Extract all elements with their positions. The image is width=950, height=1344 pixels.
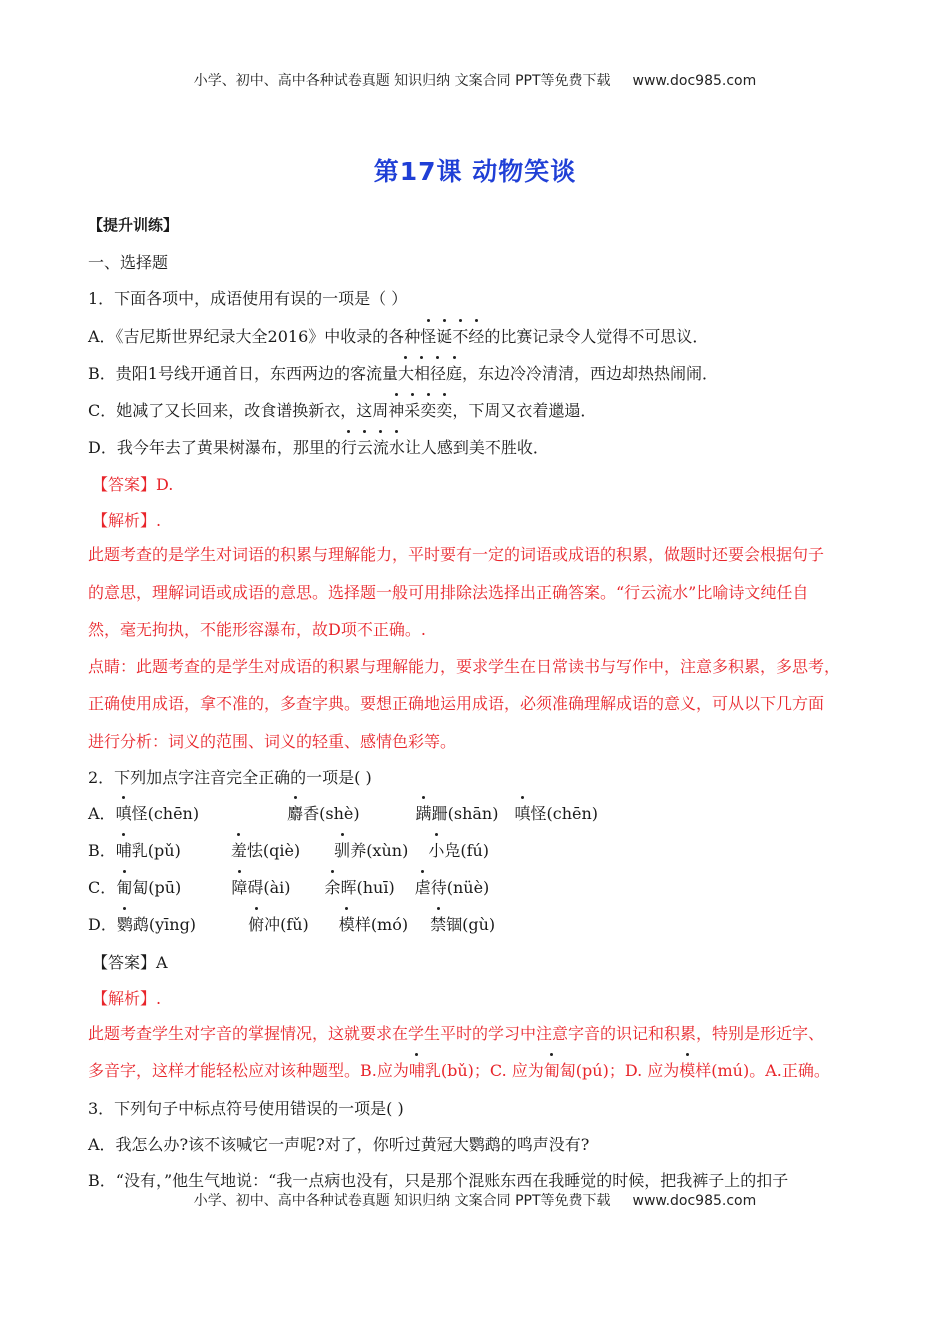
q1-tip-line-2: 正确使用成语，拿不准的，多查字典。要想正确地运用成语，必须准确理解成语的意义，可从以下几方面 — [88, 694, 825, 713]
q2-option-b: B．哺乳(pǔ) 羞怯(qiè) 驯养(xùn) 小凫(fú) — [88, 838, 489, 861]
subsection-label: 一、选择题 — [88, 253, 169, 272]
footer-url[interactable]: www.doc985.com — [632, 1193, 757, 1209]
q1-answer: 【答案】D. — [92, 475, 174, 494]
q2-stem: 2．下列加点字注音完全正确的一项是( ) — [88, 768, 372, 787]
q2-answer: 【答案】A — [92, 953, 168, 972]
q1-analysis-line-2: 的意思，理解词语或成语的意思。选择题一般可用排除法选择出正确答案。“行云流水”比喻诗文纯任自 — [88, 583, 809, 602]
q3-stem: 3．下列句子中标点符号使用错误的一项是( ) — [88, 1099, 404, 1118]
q2-option-a: A．嗔怪(chēn) 麝香(shè) 蹒跚(shān) 嗔怪(chēn) — [88, 801, 598, 824]
q1-option-a: A．《吉尼斯世界纪录大全2016》中收录的各种怪诞不经的比赛记录令人觉得不可思议． — [88, 324, 708, 347]
q3-option-b: B．“没有，”他生气地说：“我一点病也没有，只是那个混账东西在我睡觉的时候，把我裤子上的扣子 — [88, 1171, 789, 1190]
q2-analysis-line-2: 多音字，这样才能轻松应对该种题型。B.应为哺乳(bǔ)；C. 应为匍匐(pú)；D. 应为模样(mú)。A.正确。 — [88, 1058, 830, 1081]
page-title: 第17课 动物笑谈 — [373, 157, 577, 186]
q2-option-d: D．鹦鹉(yīng) 俯冲(fǔ) 模样(mó) 禁锢(gù) — [88, 912, 495, 935]
q1-tip-line-1: 点睛：此题考查的是学生对成语的积累与理解能力，要求学生在日常读书与写作中，注意多积累，多思考， — [88, 657, 841, 676]
q2-analysis-label: 【解析】. — [92, 989, 162, 1008]
q1-analysis-line-3: 然，毫无拘执，不能形容瀑布，故D项不正确。. — [88, 620, 426, 639]
q1-analysis-label: 【解析】. — [92, 511, 162, 530]
q1-tip-line-3: 进行分析：词义的范围、词义的轻重、感情色彩等。 — [88, 732, 457, 751]
q1-option-d: D．我今年去了黄果树瀑布，那里的行云流水让人感到美不胜收． — [88, 435, 549, 458]
q1-option-b: B．贵阳1号线开通首日，东西两边的客流量大相径庭，东边冷冷清清，西边却热热闹闹． — [88, 361, 718, 384]
q3-option-a: A．我怎么办?该不该喊它一声呢?对了，你听过黄冠大鹦鹉的鸣声没有? — [88, 1135, 590, 1154]
q1-option-c: C．她减了又长回来，改食谱换新衣，这周神采奕奕，下周又衣着邋遢． — [88, 398, 596, 421]
header-url[interactable]: www.doc985.com — [632, 73, 757, 89]
section-label: 【提升训练】 — [88, 216, 179, 234]
header-text: 小学、初中、高中各种试卷真题 知识归纳 文案合同 PPT等免费下载 — [193, 73, 611, 89]
q1-stem: 1．下面各项中，成语使用有误的一项是（ ） — [88, 289, 408, 308]
q2-analysis-line-1: 此题考查学生对字音的掌握情况，这就要求在学生平时的学习中注意字音的识记和积累，特别是形近字、 — [88, 1024, 825, 1043]
page-header — [0, 70, 950, 90]
footer-text: 小学、初中、高中各种试卷真题 知识归纳 文案合同 PPT等免费下载 — [193, 1193, 611, 1209]
q1-analysis-line-1: 此题考查的是学生对词语的积累与理解能力，平时要有一定的词语或成语的积累，做题时还要会根据句子 — [88, 545, 825, 564]
page-footer — [0, 1190, 950, 1210]
q2-option-c: C．匍匐(pū) 障碍(ài) 余晖(huī) 虐待(nüè) — [88, 875, 489, 898]
